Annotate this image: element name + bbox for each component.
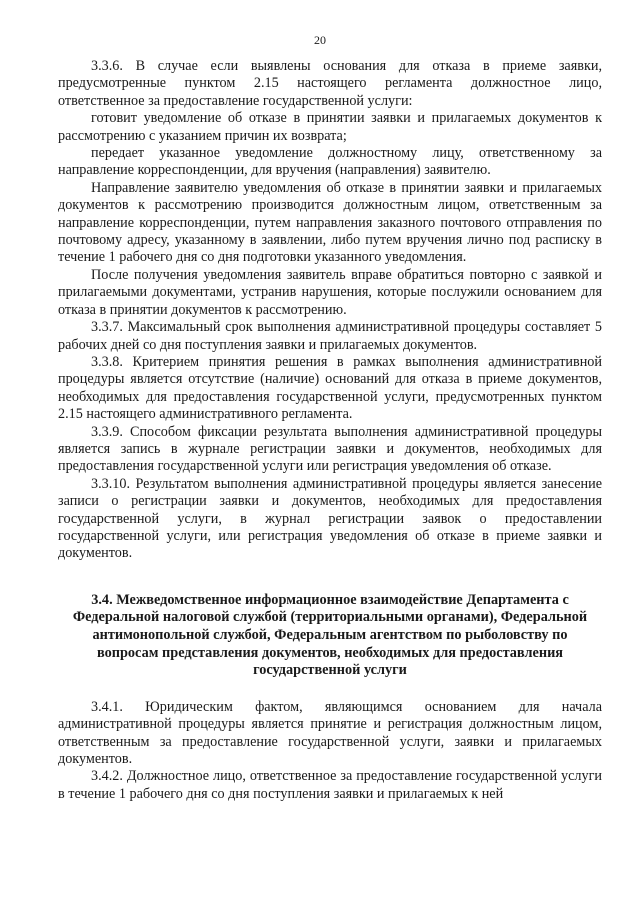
paragraph-3-3-7: 3.3.7. Максимальный срок выполнения административной процедуры составляет 5 рабочих дней со дня поступления заявки и прилагаемых документов. xyxy=(58,319,602,353)
section-heading-3-4: 3.4. Межведомственное информационное взаимодействие Департамента с Федеральной налоговой службой (территориальными органами), Федеральной антимонопольной службой, Федеральным агентством по рыболовству по вопросам представления документов, необходимых для предоставления государственной услуги xyxy=(72,591,588,679)
paragraph-reapply: После получения уведомления заявитель вправе обратиться повторно с заявкой и прилагаемыми документами, устранив нарушения, которые послужили основанием для отказа в принятии документов к рассмотрению. xyxy=(58,266,602,318)
paragraph-3-4-1: 3.4.1. Юридическим фактом, являющимся основанием для начала административной процедуры является принятие и регистрация должностным лицом, ответственным за предоставление государственной услуги, заявки и прилагаемых документов. xyxy=(58,698,602,767)
paragraph-3-3-9: 3.3.9. Способом фиксации результата выполнения административной процедуры является запись в журнале регистрации заявки и документов, необходимых для предоставления государственной услуги или регистрация уведомления об отказе. xyxy=(58,423,602,475)
paragraph-3-3-10: 3.3.10. Результатом выполнения административной процедуры является занесение записи о регистрации заявки и документов, необходимых для предоставления государственной услуги, в журнал регистрации заявок о предоставлении государственной услуги, или регистрация уведомления об отказе в приеме заявки и документов. xyxy=(58,475,602,562)
paragraph-3-4-2: 3.4.2. Должностное лицо, ответственное за предоставление государственной услуги в течение 1 рабочего дня со дня поступления заявки и прилагаемых к ней xyxy=(58,768,602,802)
paragraph-3-3-8: 3.3.8. Критерием принятия решения в рамках выполнения административной процедуры является отсутствие (наличие) оснований для отказа в приеме документов, необходимых для предоставления государственной услуги, предусмотренных пунктом 2.15 настоящего административного регламента. xyxy=(58,353,602,423)
paragraph-transfer-notice: передает указанное уведомление должностному лицу, ответственному за направление корреспонденции, для вручения (направления) заявителю. xyxy=(58,145,602,179)
paragraph-sending-notice: Направление заявителю уведомления об отказе в принятии заявки и прилагаемых документов к рассмотрению производится должностным лицом, ответственным за направление корреспонденции, путем направления заказного почтового отправления по почтовому адресу, указанному в заявлении, либо путем вручения лично под расписку в течение 1 рабочего дня со дня подготовки указанного уведомления. xyxy=(58,179,602,266)
page-number: 20 xyxy=(314,33,326,47)
paragraph-prepare-notice: готовит уведомление об отказе в принятии заявки и прилагаемых документов к рассмотрению с указанием причин их возврата; xyxy=(58,110,602,144)
paragraph-3-3-6: 3.3.6. В случае если выявлены основания для отказа в приеме заявки, предусмотренные пунктом 2.15 настоящего регламента должностное лицо, ответственное за предоставление государственной услуги: xyxy=(58,58,602,109)
document-body xyxy=(58,58,602,803)
